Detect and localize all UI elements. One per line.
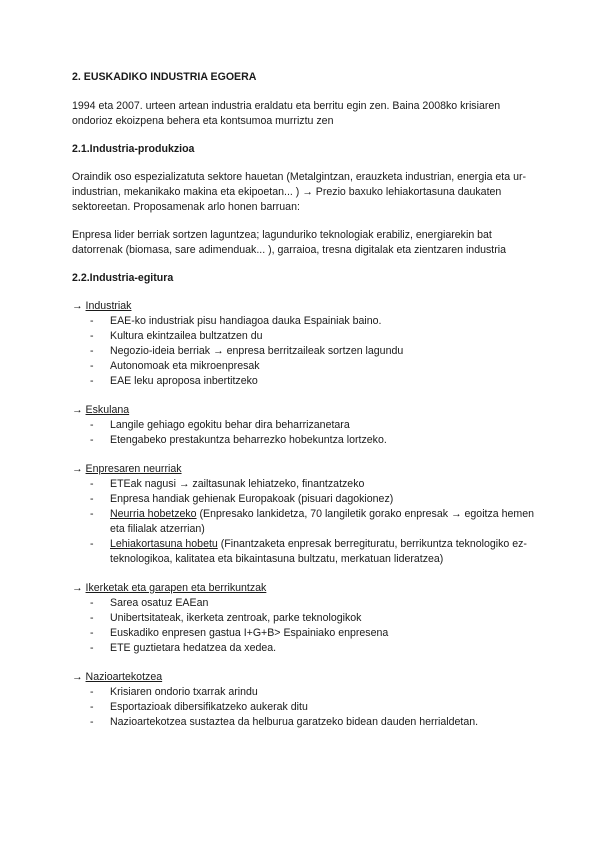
nazioartekotzea-label: → Nazioartekotzea <box>72 671 163 683</box>
list-item: - EAE leku aproposa inbertitzeko <box>72 374 534 389</box>
section-2-1-paragraph-1: Oraindik oso espezializatuta sektore hauetan (Metalgintzan, erauzketa industrian, energia eta ur-industrian, mekanikako makina eta ekipoetan... ) → Prezio baxuko lehiakortasuna daukaten sektoreetan. Proposamenak arlo honen barruan: <box>72 171 527 213</box>
list-item: - Esportazioak dibersifikatzeko aukerak ditu <box>72 700 534 715</box>
ikerketak-list <box>72 596 534 656</box>
list-item: - Enpresa handiak gehienak Europakoak (pisuari dagokionez) <box>72 492 534 507</box>
list-item: - Langile gehiago egokitu behar dira beharrizanetara <box>72 418 534 433</box>
document-page <box>72 70 534 744</box>
list-item: - Etengabeko prestakuntza beharrezko hobekuntza lortzeko. <box>72 433 534 448</box>
enpresaren-neurriak-label: → Enpresaren neurriak <box>72 463 182 475</box>
list-item: - Autonomoak eta mikroenpresak <box>72 359 534 374</box>
list-item: - Sarea osatuz EAEan <box>72 596 534 611</box>
list-item: - Nazioartekotzea sustaztea da helburua garatzeko bidean dauden herrialdetan. <box>72 715 534 730</box>
list-item: - Neurria hobetzeko (Enpresako lankidetza, 70 langiletik gorako enpresak → egoitza hemen eta filialak atzerrian) <box>72 507 534 537</box>
list-item: - ETEak nagusi → zailtasunak lehiatzeko, finantzatzeko <box>72 477 534 492</box>
section-2-1-heading: 2.1.Industria-produkzioa <box>72 143 195 155</box>
section-2-2-heading: 2.2.Industria-egitura <box>72 272 174 284</box>
list-item: - Unibertsitateak, ikerketa zentroak, parke teknologikok <box>72 611 534 626</box>
enpresaren-neurriak-list <box>72 477 534 567</box>
list-item: - Negozio-ideia berriak → enpresa berritzaileak sortzen lagundu <box>72 344 534 359</box>
eskulana-list <box>72 418 534 448</box>
ikerketak-label: → Ikerketak eta garapen eta berrikuntzak <box>72 582 267 594</box>
section-2-1-paragraph-2: Enpresa lider berriak sortzen laguntzea; lagunduriko teknologiak erabiliz, energiarekin bat datorrenak (biomasa, sare adimenduak... ), garraioa, tresna digitalak eta zientzaren industria <box>72 229 506 256</box>
industriak-label: → Industriak <box>72 300 132 312</box>
intro-paragraph: 1994 eta 2007. urteen artean industria eraldatu eta berritu egin zen. Baina 2008ko krisiaren ondorioz ekoizpena behera eta kontsumoa murriztu zen <box>72 100 501 127</box>
eskulana-label: → Eskulana <box>72 404 130 416</box>
list-item: - Lehiakortasuna hobetu (Finantzaketa enpresak berregituratu, berrikuntza teknologiko ez-teknologikoa, kalitatea eta bikaintasuna bultzatu, merkatuan lideratzea) <box>72 537 534 567</box>
industriak-list <box>72 314 534 389</box>
list-item: - Euskadiko enpresen gastua I+G+B> Espainiako enpresena <box>72 626 534 641</box>
document-title: 2. EUSKADIKO INDUSTRIA EGOERA <box>72 71 257 83</box>
list-item: - Kultura ekintzailea bultzatzen du <box>72 329 534 344</box>
list-item: - ETE guztietara hedatzea da xedea. <box>72 641 534 656</box>
list-item: - Krisiaren ondorio txarrak arindu <box>72 685 534 700</box>
list-item: - EAE-ko industriak pisu handiagoa dauka Espainiak baino. <box>72 314 534 329</box>
nazioartekotzea-list <box>72 685 534 730</box>
